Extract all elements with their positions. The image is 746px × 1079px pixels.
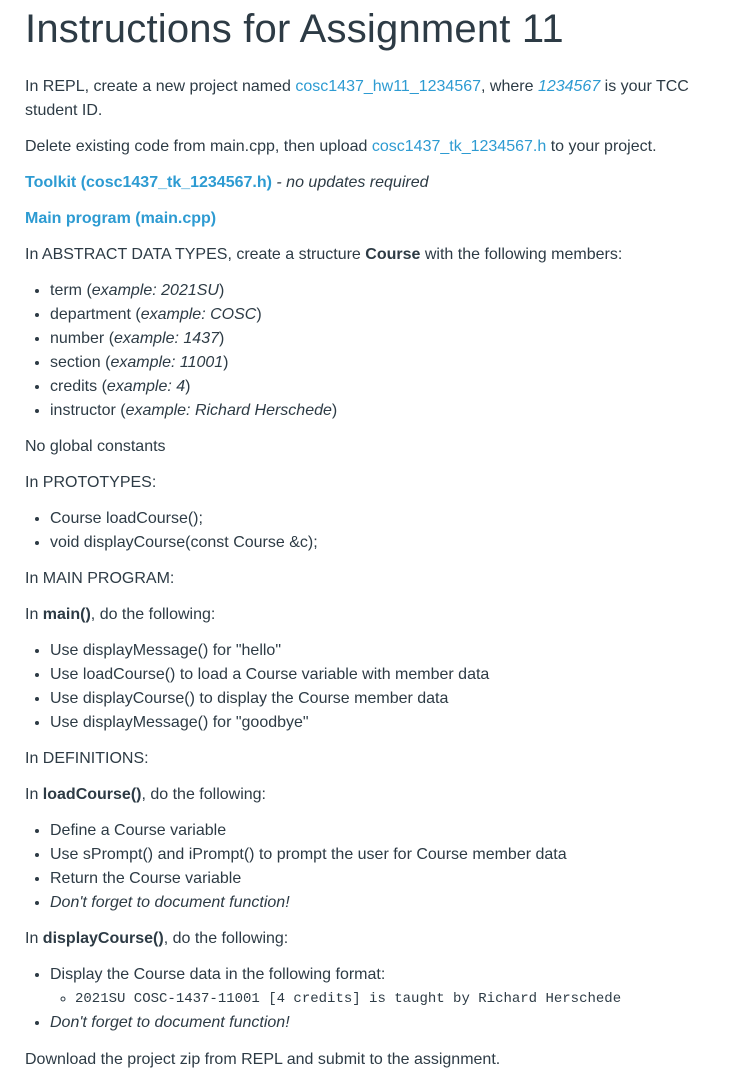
display-steps-list bbox=[25, 963, 738, 1035]
list-item: • Use displayCourse() to display the Course member data bbox=[50, 687, 738, 711]
prototype-list bbox=[25, 507, 738, 555]
toolkit-heading: Toolkit (cosc1437_tk_1234567.h) bbox=[25, 174, 272, 191]
final-instruction: Download the project zip from REPL and submit to the assignment. bbox=[25, 1051, 501, 1068]
toolkit-line bbox=[25, 171, 738, 195]
display-intro: In displayCourse(), do the following: bbox=[25, 930, 289, 947]
prototypes-heading: In PROTOTYPES: bbox=[25, 474, 157, 491]
list-item: • credits (example: 4) bbox=[50, 375, 738, 399]
project-name: cosc1437_hw11_1234567 bbox=[295, 78, 482, 95]
list-item: • instructor (example: Richard Herschede) bbox=[50, 399, 738, 423]
load-function-name: loadCourse() bbox=[42, 786, 142, 803]
list-item: • Don't forget to document function! bbox=[50, 891, 738, 915]
format-example-list bbox=[50, 987, 738, 1011]
main-program-section-heading: In MAIN PROGRAM: bbox=[25, 570, 175, 587]
list-item: • term (example: 2021SU) bbox=[50, 279, 738, 303]
display-function-name: displayCourse() bbox=[42, 930, 164, 947]
list-item: • void displayCourse(const Course &c); bbox=[50, 531, 738, 555]
list-item: • Return the Course variable bbox=[50, 867, 738, 891]
list-item: • Don't forget to document function! bbox=[50, 1011, 738, 1035]
adt-instruction: In ABSTRACT DATA TYPES, create a structure Course with the following members: bbox=[25, 246, 623, 263]
list-item: • Use loadCourse() to load a Course variable with member data bbox=[50, 663, 738, 687]
definitions-heading: In DEFINITIONS: bbox=[25, 750, 149, 767]
upload-instruction: Delete existing code from main.cpp, then upload cosc1437_tk_1234567.h to your project. bbox=[25, 138, 657, 155]
student-id: 1234567 bbox=[537, 78, 601, 95]
page-title: Instructions for Assignment 11 bbox=[25, 7, 564, 51]
list-item: • section (example: 11001) bbox=[50, 351, 738, 375]
main-program-heading: Main program (main.cpp) bbox=[25, 210, 217, 227]
toolkit-note: - no updates required bbox=[271, 174, 429, 191]
main-intro: In main(), do the following: bbox=[25, 606, 216, 623]
main-function-name: main() bbox=[42, 606, 91, 623]
list-item: • Use sPrompt() and iPrompt() to prompt the user for Course member data bbox=[50, 843, 738, 867]
list-item: • Define a Course variable bbox=[50, 819, 738, 843]
list-item: • Display the Course data in the following format: ◦ 2021SU COSC-1437-11001 [4 credits] is taught by Richard Herschede bbox=[50, 963, 738, 1011]
main-steps-list bbox=[25, 639, 738, 735]
list-item: • department (example: COSC) bbox=[50, 303, 738, 327]
load-intro: In loadCourse(), do the following: bbox=[25, 786, 266, 803]
member-list bbox=[25, 279, 738, 423]
project-instruction: In REPL, create a new project named cosc1437_hw11_1234567, where 1234567 is your TCC student ID. bbox=[25, 78, 689, 119]
struct-name: Course bbox=[365, 246, 421, 263]
list-item: • Use displayMessage() for "hello" bbox=[50, 639, 738, 663]
list-item: • Course loadCourse(); bbox=[50, 507, 738, 531]
list-item: • Use displayMessage() for "goodbye" bbox=[50, 711, 738, 735]
format-example: ◦ 2021SU COSC-1437-11001 [4 credits] is taught by Richard Herschede bbox=[75, 987, 738, 1011]
no-globals-note: No global constants bbox=[25, 438, 166, 455]
list-item: • number (example: 1437) bbox=[50, 327, 738, 351]
toolkit-file-name: cosc1437_tk_1234567.h bbox=[371, 138, 547, 155]
load-steps-list bbox=[25, 819, 738, 915]
